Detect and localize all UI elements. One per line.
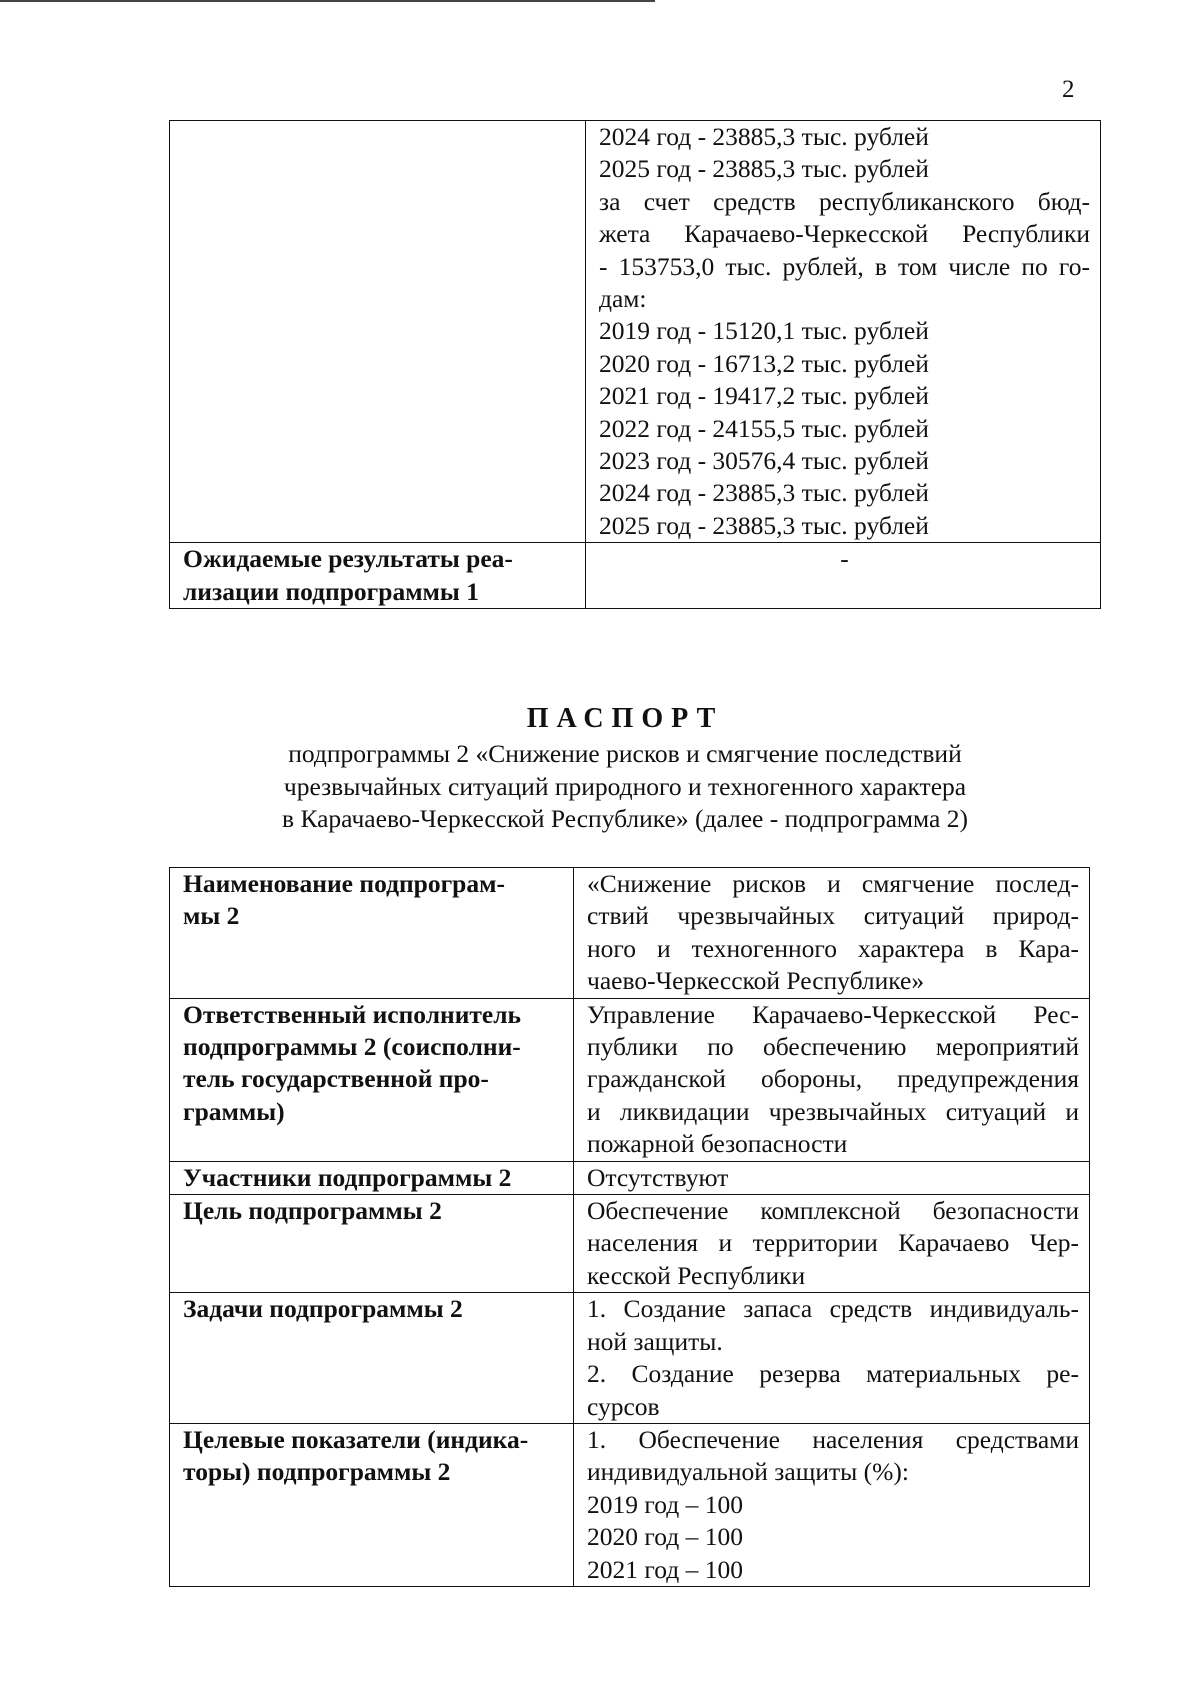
- text-line: Наименование подпрограм-: [183, 869, 505, 898]
- table-cell-label: [170, 998, 574, 1161]
- text-line: ного и техногенного характера в Кара-: [587, 933, 1079, 963]
- table-cell-label: [170, 121, 586, 543]
- passport-title: ПАСПОРТ: [526, 703, 724, 734]
- text-line: и ликвидации чрезвычайных ситуаций и: [587, 1096, 1079, 1126]
- text-line: дам:: [599, 284, 647, 314]
- passport-table: [169, 867, 1090, 1587]
- text-line: 2019 год – 100: [587, 1489, 743, 1519]
- table-cell-value: [574, 998, 1090, 1161]
- text-line: населения и территории Карачаево Чер-: [587, 1228, 1079, 1258]
- table-cell-label: [170, 1423, 574, 1586]
- page-number: 2: [1062, 76, 1075, 103]
- text-line: лизации подпрограммы 1: [183, 576, 479, 606]
- text-line: -: [840, 544, 849, 574]
- text-line: подпрограммы 2 «Снижение рисков и смягчение последствий: [288, 739, 962, 768]
- table-row: [170, 998, 1090, 1161]
- table-row: [170, 1195, 1090, 1293]
- table-row: [170, 121, 1101, 543]
- text-line: 2. Создание резерва материальных ре-: [587, 1359, 1079, 1389]
- text-line: Отсутствуют: [587, 1162, 729, 1192]
- text-line: жета Карачаево-Черкесской Республики: [599, 219, 1090, 249]
- text-line: ной защиты.: [587, 1326, 723, 1356]
- text-line: - 153753,0 тыс. рублей, в том числе по го-: [599, 251, 1090, 281]
- text-line: 2021 год – 100: [587, 1554, 743, 1584]
- text-line: подпрограммы 2 (соисполни-: [183, 1032, 521, 1062]
- table-cell-label: [170, 1161, 574, 1194]
- text-line: 2021 год - 19417,2 тыс. рублей: [599, 381, 929, 411]
- text-line: 2024 год - 23885,3 тыс. рублей: [599, 478, 929, 508]
- text-line: 2019 год - 15120,1 тыс. рублей: [599, 316, 929, 346]
- text-line: тель государственной про-: [183, 1064, 489, 1094]
- table-cell-label: [170, 868, 574, 999]
- text-line: торы) подпрограммы 2: [183, 1457, 451, 1487]
- table-row: [170, 1293, 1090, 1424]
- text-line: пожарной безопасности: [587, 1129, 848, 1159]
- table-row: [170, 1161, 1090, 1194]
- table-cell-label: [170, 1195, 574, 1293]
- funding-table-continuation: [169, 120, 1101, 609]
- table-cell-value: [574, 868, 1090, 999]
- text-line: Цель подпрограммы 2: [183, 1196, 442, 1226]
- text-line: чрезвычайных ситуаций природного и техногенного характера: [283, 771, 967, 801]
- text-line: сурсов: [587, 1391, 660, 1421]
- table-cell-value: [574, 1293, 1090, 1424]
- text-line: 2022 год - 24155,5 тыс. рублей: [599, 413, 929, 443]
- text-line: Целевые показатели (индика-: [183, 1424, 529, 1454]
- table-cell-value: [586, 121, 1101, 543]
- text-line: гражданской обороны, предупреждения: [587, 1064, 1079, 1094]
- text-line: 2025 год - 23885,3 тыс. рублей: [599, 510, 929, 540]
- text-line: Ожидаемые результаты реа-: [183, 544, 513, 574]
- text-line: Задачи подпрограммы 2: [183, 1294, 463, 1324]
- table-row: [170, 1423, 1090, 1586]
- scan-edge-line: [0, 0, 655, 2]
- text-line: 2020 год - 16713,2 тыс. рублей: [599, 348, 929, 378]
- text-line: 1. Создание запаса средств индивидуаль-: [587, 1294, 1079, 1324]
- text-line: «Снижение рисков и смягчение послед-: [587, 869, 1079, 898]
- table-cell-value: [574, 1195, 1090, 1293]
- table-cell-label: [170, 1293, 574, 1424]
- text-line: за счет средств республиканского бюд-: [599, 186, 1090, 216]
- table-cell-value: [574, 1423, 1090, 1586]
- text-line: публики по обеспечению мероприятий: [587, 1032, 1079, 1062]
- text-line: Ответственный исполнитель: [183, 999, 522, 1029]
- table-row: [170, 868, 1090, 999]
- text-line: индивидуальной защиты (%):: [587, 1457, 909, 1487]
- text-line: мы 2: [183, 901, 240, 931]
- table-cell-value: [574, 1161, 1090, 1194]
- text-line: чаево-Черкесской Республике»: [587, 966, 925, 996]
- text-line: 1. Обеспечение населения средствами: [587, 1424, 1079, 1454]
- text-line: 2020 год – 100: [587, 1522, 743, 1552]
- text-line: Участники подпрограммы 2: [183, 1162, 512, 1192]
- table-cell-value: [586, 543, 1101, 609]
- text-line: 2024 год - 23885,3 тыс. рублей: [599, 122, 929, 151]
- text-line: Управление Карачаево-Черкесской Рес-: [587, 999, 1079, 1029]
- text-line: граммы): [183, 1096, 285, 1126]
- table-row: [170, 543, 1101, 609]
- text-line: 2023 год - 30576,4 тыс. рублей: [599, 446, 929, 476]
- text-line: Обеспечение комплексной безопасности: [587, 1196, 1079, 1226]
- text-line: 2025 год - 23885,3 тыс. рублей: [599, 154, 929, 184]
- table-cell-label: [170, 543, 586, 609]
- text-line: ствий чрезвычайных ситуаций природ-: [587, 901, 1079, 931]
- text-line: в Карачаево-Черкесской Республике» (далее - подпрограмма 2): [282, 804, 968, 833]
- text-line: кесской Республики: [587, 1260, 806, 1290]
- passport-subtitle: [100, 738, 1150, 836]
